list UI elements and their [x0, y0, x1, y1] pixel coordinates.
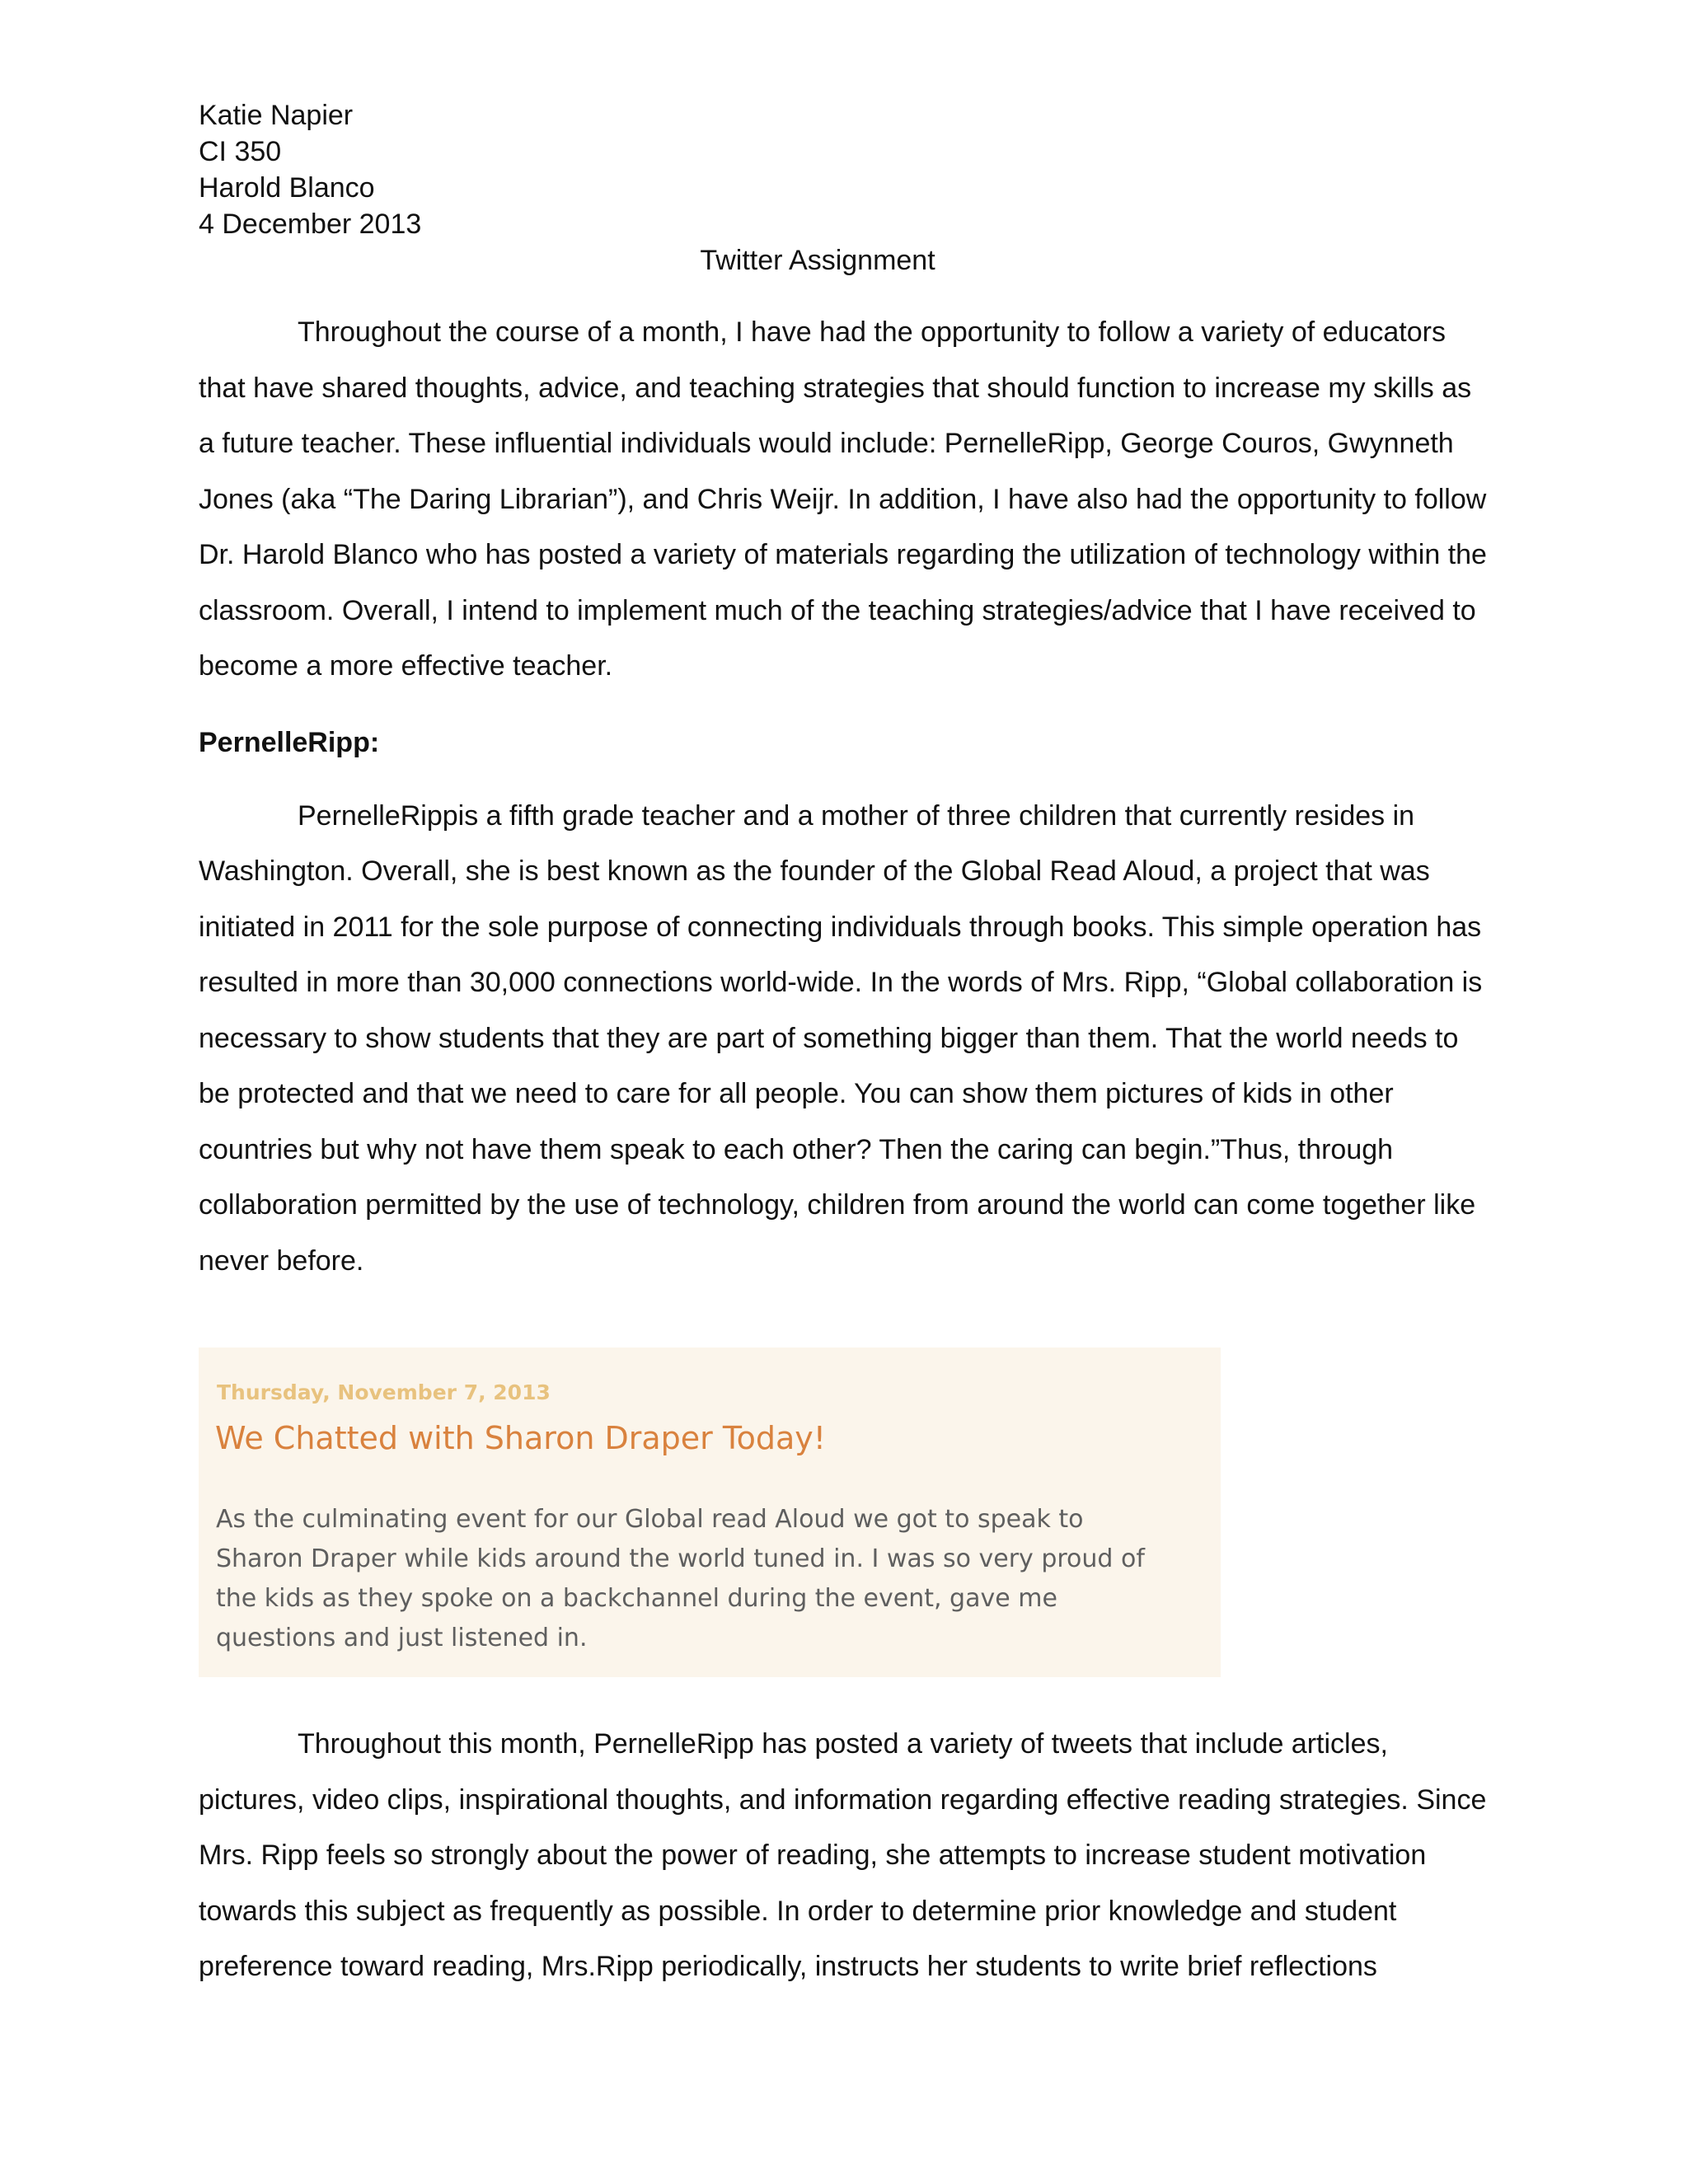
- continuation-block: [199, 1717, 1493, 1995]
- blog-post-body: [216, 1500, 1213, 1658]
- blog-post-line: questions and just listened in.: [216, 1624, 588, 1652]
- section-paragraph: PernelleRippis a fifth grade teacher and a mother of three children that currently resides in Washington. Overall, she is best known as the founder of the Global Read Aloud, a project that was initiated in 2011 for the sole purpose of connecting individuals through books. This simple operation has resulted in more than 30,000 connections world-wide. In the words of Mrs. Ripp, “Global collaboration is necessary to show students that they are part of something bigger than them. That the world needs to be protected and that we need to care for all people. You can show them pictures of kids in other countries but why not have them speak to each other? Then the caring can begin.”Thus, through collaboration permitted by the use of technology, children from around the world can come together like never before.: [199, 799, 1483, 1277]
- section-paragraph-continued: Throughout this month, PernelleRipp has posted a variety of tweets that include articles, pictures, video clips, inspirational thoughts, and information regarding effective reading strategies. Since Mrs. Ripp feels so strongly about the power of reading, she attempts to increase student motivation towards this subject as frequently as possible. In order to determine prior knowledge and student preference toward reading, Mrs.Ripp periodically, instructs her students to write brief reflections: [199, 1728, 1487, 1982]
- instructor-name: Harold Blanco: [199, 172, 375, 204]
- blog-post-date: Thursday, November 7, 2013: [217, 1380, 551, 1404]
- document-body: [199, 97, 1493, 1289]
- blog-post-line: the kids as they spoke on a backchannel during the event, gave me: [216, 1584, 1057, 1613]
- intro-paragraph: Throughout the course of a month, I have had the opportunity to follow a variety of educators that have shared thoughts, advice, and teaching strategies that should function to increase my skills as a future teacher. These influential individuals would include: PernelleRipp, George Couros, Gwynneth Jones (aka “The Daring Librarian”), and Chris Weijr. In addition, I have also had the opportunity to follow Dr. Harold Blanco who has posted a variety of materials regarding the utilization of technology within the classroom. Overall, I intend to implement much of the teaching strategies/advice that I have received to become a more effective teacher.: [199, 316, 1487, 682]
- blog-post-line: As the culminating event for our Global read Aloud we got to speak to: [216, 1505, 1084, 1534]
- blog-post-title: We Chatted with Sharon Draper Today!: [215, 1420, 826, 1456]
- section-heading: PernelleRipp:: [199, 726, 380, 758]
- blog-excerpt-image: [199, 1347, 1221, 1677]
- blog-post-line: Sharon Draper while kids around the world tuned in. I was so very proud of: [216, 1544, 1145, 1573]
- author-name: Katie Napier: [199, 100, 354, 131]
- document-date: 4 December 2013: [199, 209, 422, 240]
- course-code: CI 350: [199, 136, 282, 167]
- document-title: Twitter Assignment: [700, 245, 935, 276]
